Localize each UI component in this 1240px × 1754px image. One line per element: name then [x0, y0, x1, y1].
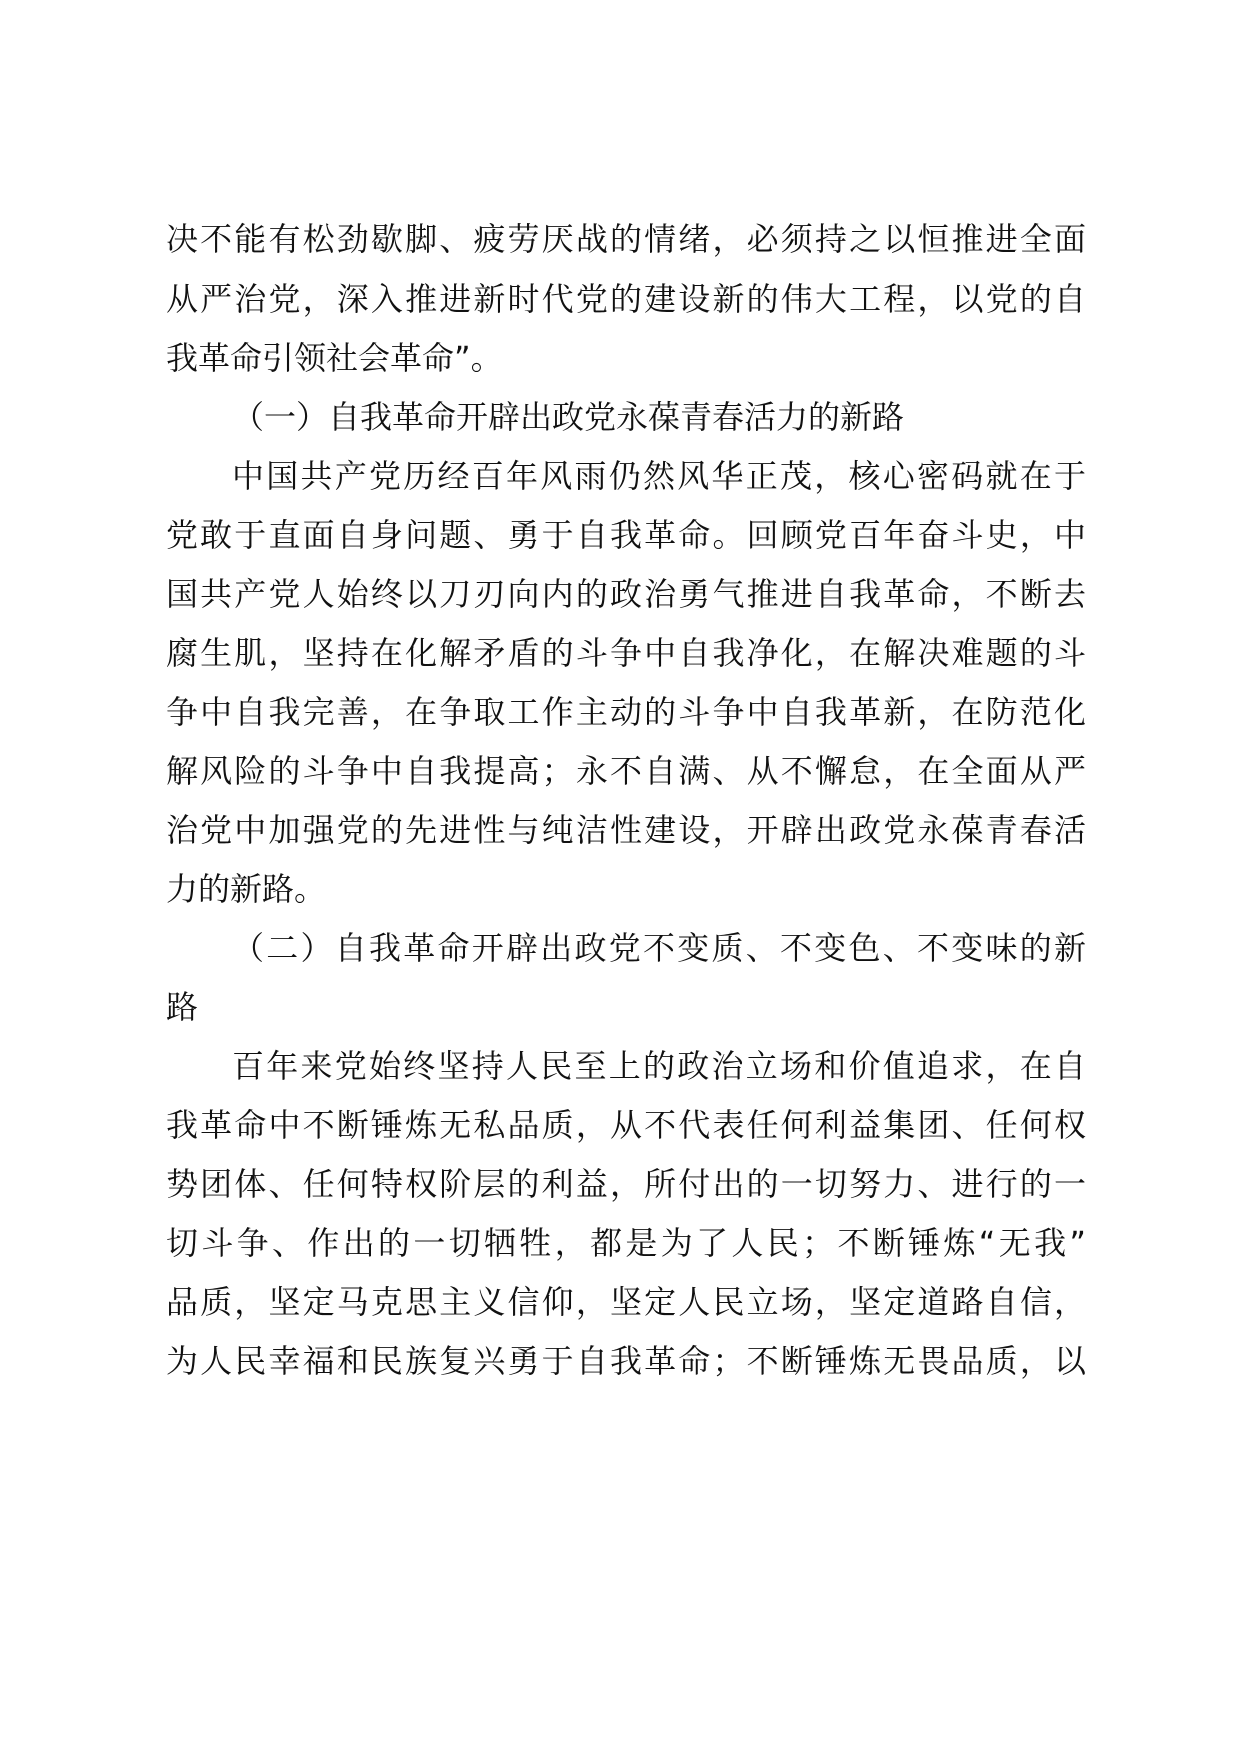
body-text-line: 解风险的斗争中自我提高；永不自满、从不懈怠，在全面从严: [166, 752, 1086, 790]
section-heading-1: （一）自我革命开辟出政党永葆青春活力的新路: [232, 398, 905, 436]
body-text-line: 百年来党始终坚持人民至上的政治立场和价值追求，在自: [232, 1047, 1086, 1085]
body-text-line: 党敢于直面自身问题、勇于自我革命。回顾党百年奋斗史，中: [166, 516, 1086, 554]
body-text-line: 我革命中不断锤炼无私品质，从不代表任何利益集团、任何权: [166, 1106, 1086, 1144]
body-text-line: 决不能有松劲歇脚、疲劳厌战的情绪，必须持之以恒推进全面: [166, 220, 1086, 258]
body-text-line: 为人民幸福和民族复兴勇于自我革命；不断锤炼无畏品质，以: [166, 1342, 1086, 1380]
body-text-line: 力的新路。: [166, 870, 327, 908]
body-text-line: 势团体、任何特权阶层的利益，所付出的一切努力、进行的一: [166, 1165, 1086, 1203]
section-heading-2-continued: 路: [166, 988, 199, 1026]
section-heading-2: （二）自我革命开辟出政党不变质、不变色、不变味的新: [232, 929, 1086, 967]
body-text-line: 我革命引领社会革命”。: [166, 339, 503, 377]
body-text-line: 腐生肌，坚持在化解矛盾的斗争中自我净化，在解决难题的斗: [166, 634, 1086, 672]
body-text-line: 治党中加强党的先进性与纯洁性建设，开辟出政党永葆青春活: [166, 811, 1086, 849]
body-text-line: 品质，坚定马克思主义信仰，坚定人民立场，坚定道路自信，: [166, 1283, 1086, 1321]
body-text-line: 争中自我完善，在争取工作主动的斗争中自我革新，在防范化: [166, 693, 1086, 731]
body-text-line: 中国共产党历经百年风雨仍然风华正茂，核心密码就在于: [232, 457, 1086, 495]
body-text-line: 从严治党，深入推进新时代党的建设新的伟大工程，以党的自: [166, 280, 1086, 318]
body-text-line: 切斗争、作出的一切牺牲，都是为了人民；不断锤炼“无我”: [166, 1224, 1086, 1262]
body-text-line: 国共产党人始终以刀刃向内的政治勇气推进自我革命，不断去: [166, 575, 1086, 613]
